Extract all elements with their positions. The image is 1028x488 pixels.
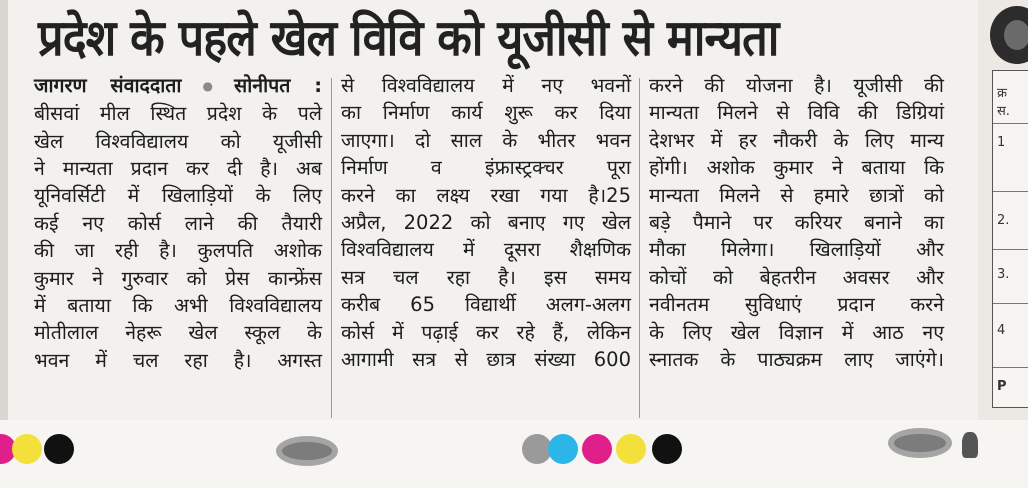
article-line: करीब 65 विद्यार्थी अलग-अलग: [341, 293, 631, 317]
adjacent-table: [992, 70, 1028, 408]
article-column-2: [341, 72, 631, 420]
byline-bullet-icon: ●: [185, 78, 231, 93]
article-line: में बताया कि अभी विश्वविद्यालय: [34, 294, 322, 318]
article-line: की जा रही है। कुलपति अशोक: [34, 239, 322, 263]
article-line: से विश्वविद्यालय में नए भवनों: [341, 74, 631, 97]
registration-target-icon: [888, 428, 952, 458]
byline-place: सोनीपत :: [234, 74, 322, 97]
article-line: मान्यता मिलने से विवि की डिग्रियां: [649, 101, 944, 125]
article-line: स्नातक के पाठ्यक्रम लाए जाएंगे।: [649, 348, 944, 372]
article-line: मान्यता मिलने से हमारे छात्रों को: [649, 183, 944, 207]
article-line: करने की योजना है। यूजीसी की: [649, 74, 944, 97]
registration-dot-magenta: [582, 434, 612, 464]
byline-reporter: जागरण संवाददाता: [34, 74, 182, 97]
registration-dot-yellow: [12, 434, 42, 464]
article-line: कोर्स में पढ़ाई कर रहे हैं, लेकिन: [341, 320, 631, 344]
column-divider: [331, 78, 332, 418]
article-line: मोतीलाल नेहरू खेल स्कूल के: [34, 321, 322, 345]
table-row-divider: [993, 303, 1028, 304]
table-row-divider: [993, 367, 1028, 368]
article-line: निर्माण व इंफ्रास्ट्रक्चर पूरा: [341, 156, 631, 180]
table-header-cell: स.: [997, 104, 1010, 119]
article-line: मौका मिलेगा। खिलाड़ियों और: [649, 238, 944, 262]
article-line: के लिए खेल विज्ञान में आठ नए: [649, 320, 944, 344]
article-line: कई नए कोर्स लाने की तैयारी: [34, 211, 322, 235]
article-column-3: [649, 72, 944, 420]
registration-dot-black: [44, 434, 74, 464]
article-line: कोचों को बेहतरीन अवसर और: [649, 265, 944, 289]
print-registration-strip: [0, 420, 1028, 488]
table-row-divider: [993, 249, 1028, 250]
article-line: कुमार ने गुरुवार को प्रेस कान्फ्रेंस: [34, 266, 322, 290]
table-cell: 1: [997, 135, 1006, 150]
crop-mark-icon: [962, 432, 978, 458]
registration-dot-yellow: [616, 434, 646, 464]
article-line: भवन में चल रहा है। अगस्त: [34, 348, 322, 372]
article-line: खेल विश्वविद्यालय को यूजीसी: [34, 129, 322, 153]
article-line: देशभर में हर नौकरी के लिए मान्य: [649, 128, 944, 152]
table-cell: 2.: [997, 213, 1010, 228]
article-line: विश्वविद्यालय में दूसरा शैक्षणिक: [341, 238, 631, 262]
registration-dot-cyan: [548, 434, 578, 464]
table-cell: 3.: [997, 267, 1010, 282]
article-headline: प्रदेश के पहले खेल विवि को यूजीसी से मान्यता: [38, 9, 779, 67]
table-cell: 4: [997, 323, 1006, 338]
table-row-divider: [993, 191, 1028, 192]
article-line: यूनिवर्सिटी में खिलाड़ियों के लिए: [34, 184, 322, 208]
article-line: आगामी सत्र से छात्र संख्या 600: [341, 348, 631, 372]
article-line: ने मान्यता प्रदान कर दी है। अब: [34, 157, 322, 181]
table-header-cell: क्र: [997, 86, 1007, 101]
table-header: [997, 85, 1010, 121]
article-line: नवीनतम सुविधाएं प्रदान करने: [649, 293, 944, 317]
article-column-1: [34, 72, 322, 420]
article-line: होंगी। अशोक कुमार ने बताया कि: [649, 156, 944, 180]
column-divider: [639, 78, 640, 418]
article-line: का निर्माण कार्य शुरू कर दिया: [341, 101, 631, 125]
article-line: बीसवां मील स्थित प्रदेश के पले: [34, 102, 322, 126]
page-edge: [0, 0, 8, 420]
registration-target-icon: [276, 436, 338, 466]
article-line: बड़े पैमाने पर करियर बनाने का: [649, 211, 944, 235]
byline: [34, 72, 322, 100]
article-line: जाएगा। दो साल के भीतर भवन: [341, 128, 631, 152]
registration-dot-black: [652, 434, 682, 464]
article-line: अप्रैल, 2022 को बनाए गए खेल: [341, 211, 631, 235]
article-line: करने का लक्ष्य रखा गया है।25: [341, 183, 631, 207]
article-line: सत्र चल रहा है। इस समय: [341, 265, 631, 289]
table-row-divider: [993, 123, 1028, 124]
table-cell: P: [997, 379, 1007, 394]
